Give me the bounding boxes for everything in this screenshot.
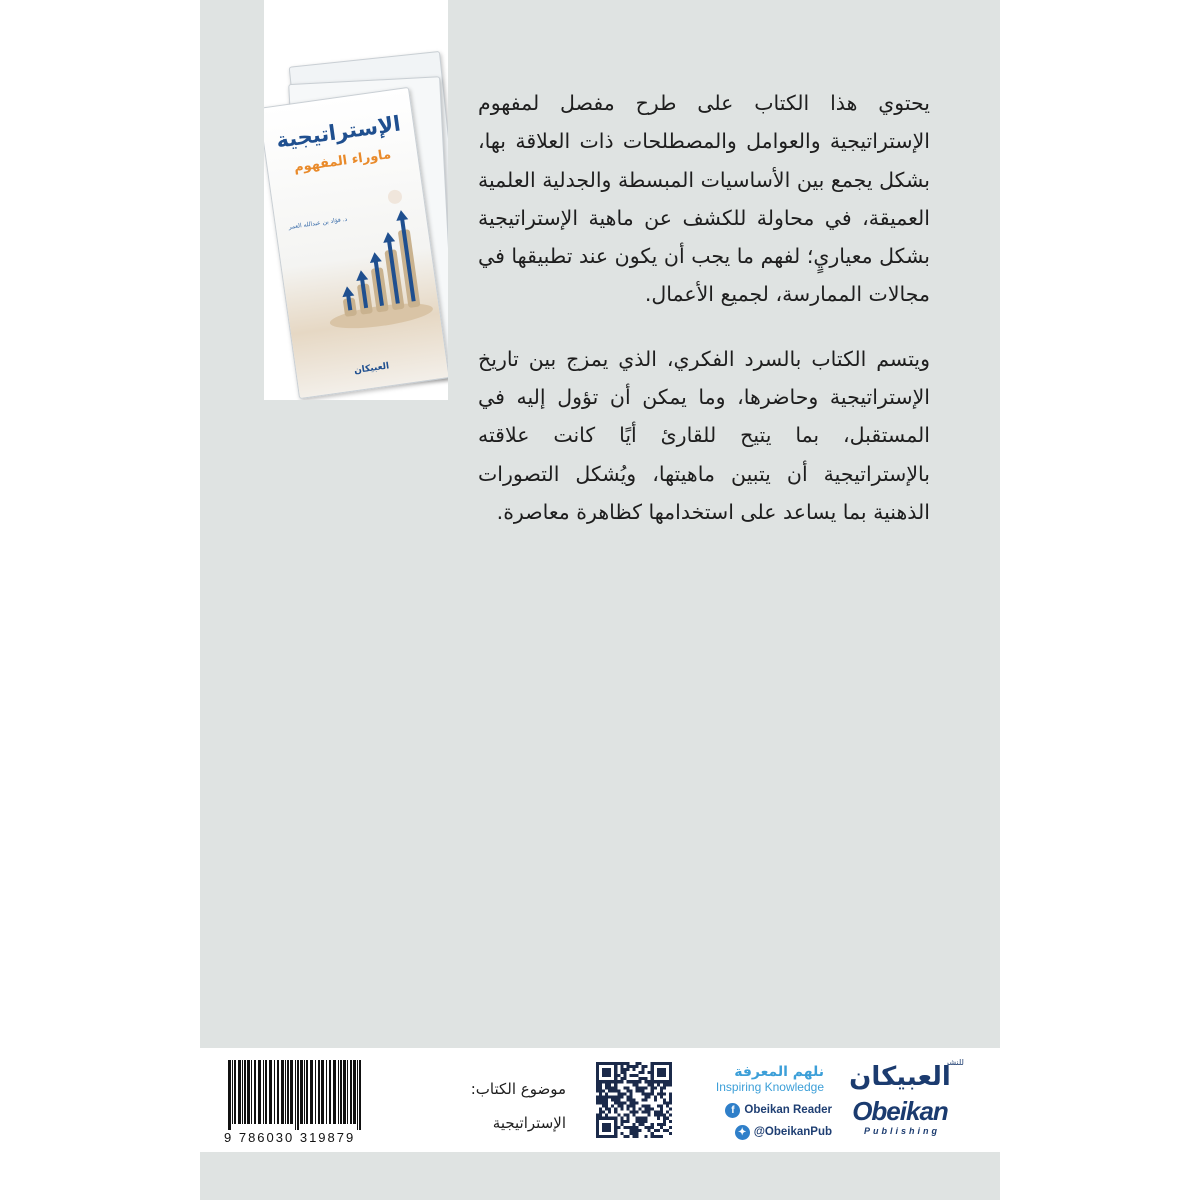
book-blurb [478,84,930,531]
obeikan-logo [836,1058,964,1144]
publisher-tagline [690,1064,824,1094]
tagline-english: Inspiring Knowledge [715,1080,824,1094]
topic-value: الإستراتيجية [492,1114,566,1132]
twitter-icon: ✦ [735,1125,750,1140]
facebook-icon: f [725,1103,740,1118]
facebook-link[interactable] [692,1101,832,1119]
book-topic [390,1072,566,1140]
book-author: د. فؤاد بن عبدالله العمر [288,215,348,231]
facebook-handle: Obeikan Reader [744,1104,832,1116]
blurb-paragraph-2: ويتسم الكتاب بالسرد الفكري، الذي يمزج بين تاريخ الإستراتيجية وحاضرها، وما يمكن أن تؤول إليه في المستقبل، بما يتيح للقارئ أيًا كانت علاقته بالإستراتيجية أن يتبين ماهيتها، ويُشكل التصورات الذهنية بما يساعد على استخدامها كظاهرة معاصرة. [478,346,930,524]
isbn-barcode [226,1060,364,1130]
twitter-link[interactable] [692,1123,832,1141]
book-title: الإستراتيجية [274,111,403,153]
tagline-arabic: نلهم المعرفة [734,1064,824,1080]
blurb-paragraph-1: يحتوي هذا الكتاب على طرح مفصل لمفهوم الإستراتيجية والعوامل والمصطلحات ذات العلاقة بها، بشكل يجمع بين الأساسيات المبسطة والجدلية العلمية العميقة، في محاولة للكشف عن ماهية الإستراتيجية بشكل معياريٍ؛ لفهم ما يجب أن يكون عند تطبيقها في مجالات الممارسة، لجميع الأعمال. [478,91,930,307]
logo-english: Obeikan [852,1096,948,1126]
twitter-handle: @ObeikanPub [753,1126,832,1138]
logo-small-text: للنشر [944,1058,964,1067]
growth-arrows-illustration [310,184,436,338]
logo-publishing: Publishing [864,1126,940,1136]
qr-code[interactable] [596,1062,672,1138]
book-publisher: العبيكان [353,361,390,377]
isbn-number: 9 786030 319879 [224,1130,356,1145]
topic-label: موضوع الكتاب: [470,1080,566,1098]
book-thumbnail [264,0,448,400]
book-subtitle: ماوراء المفهوم [293,147,392,176]
logo-arabic: العبيكان [849,1062,951,1092]
